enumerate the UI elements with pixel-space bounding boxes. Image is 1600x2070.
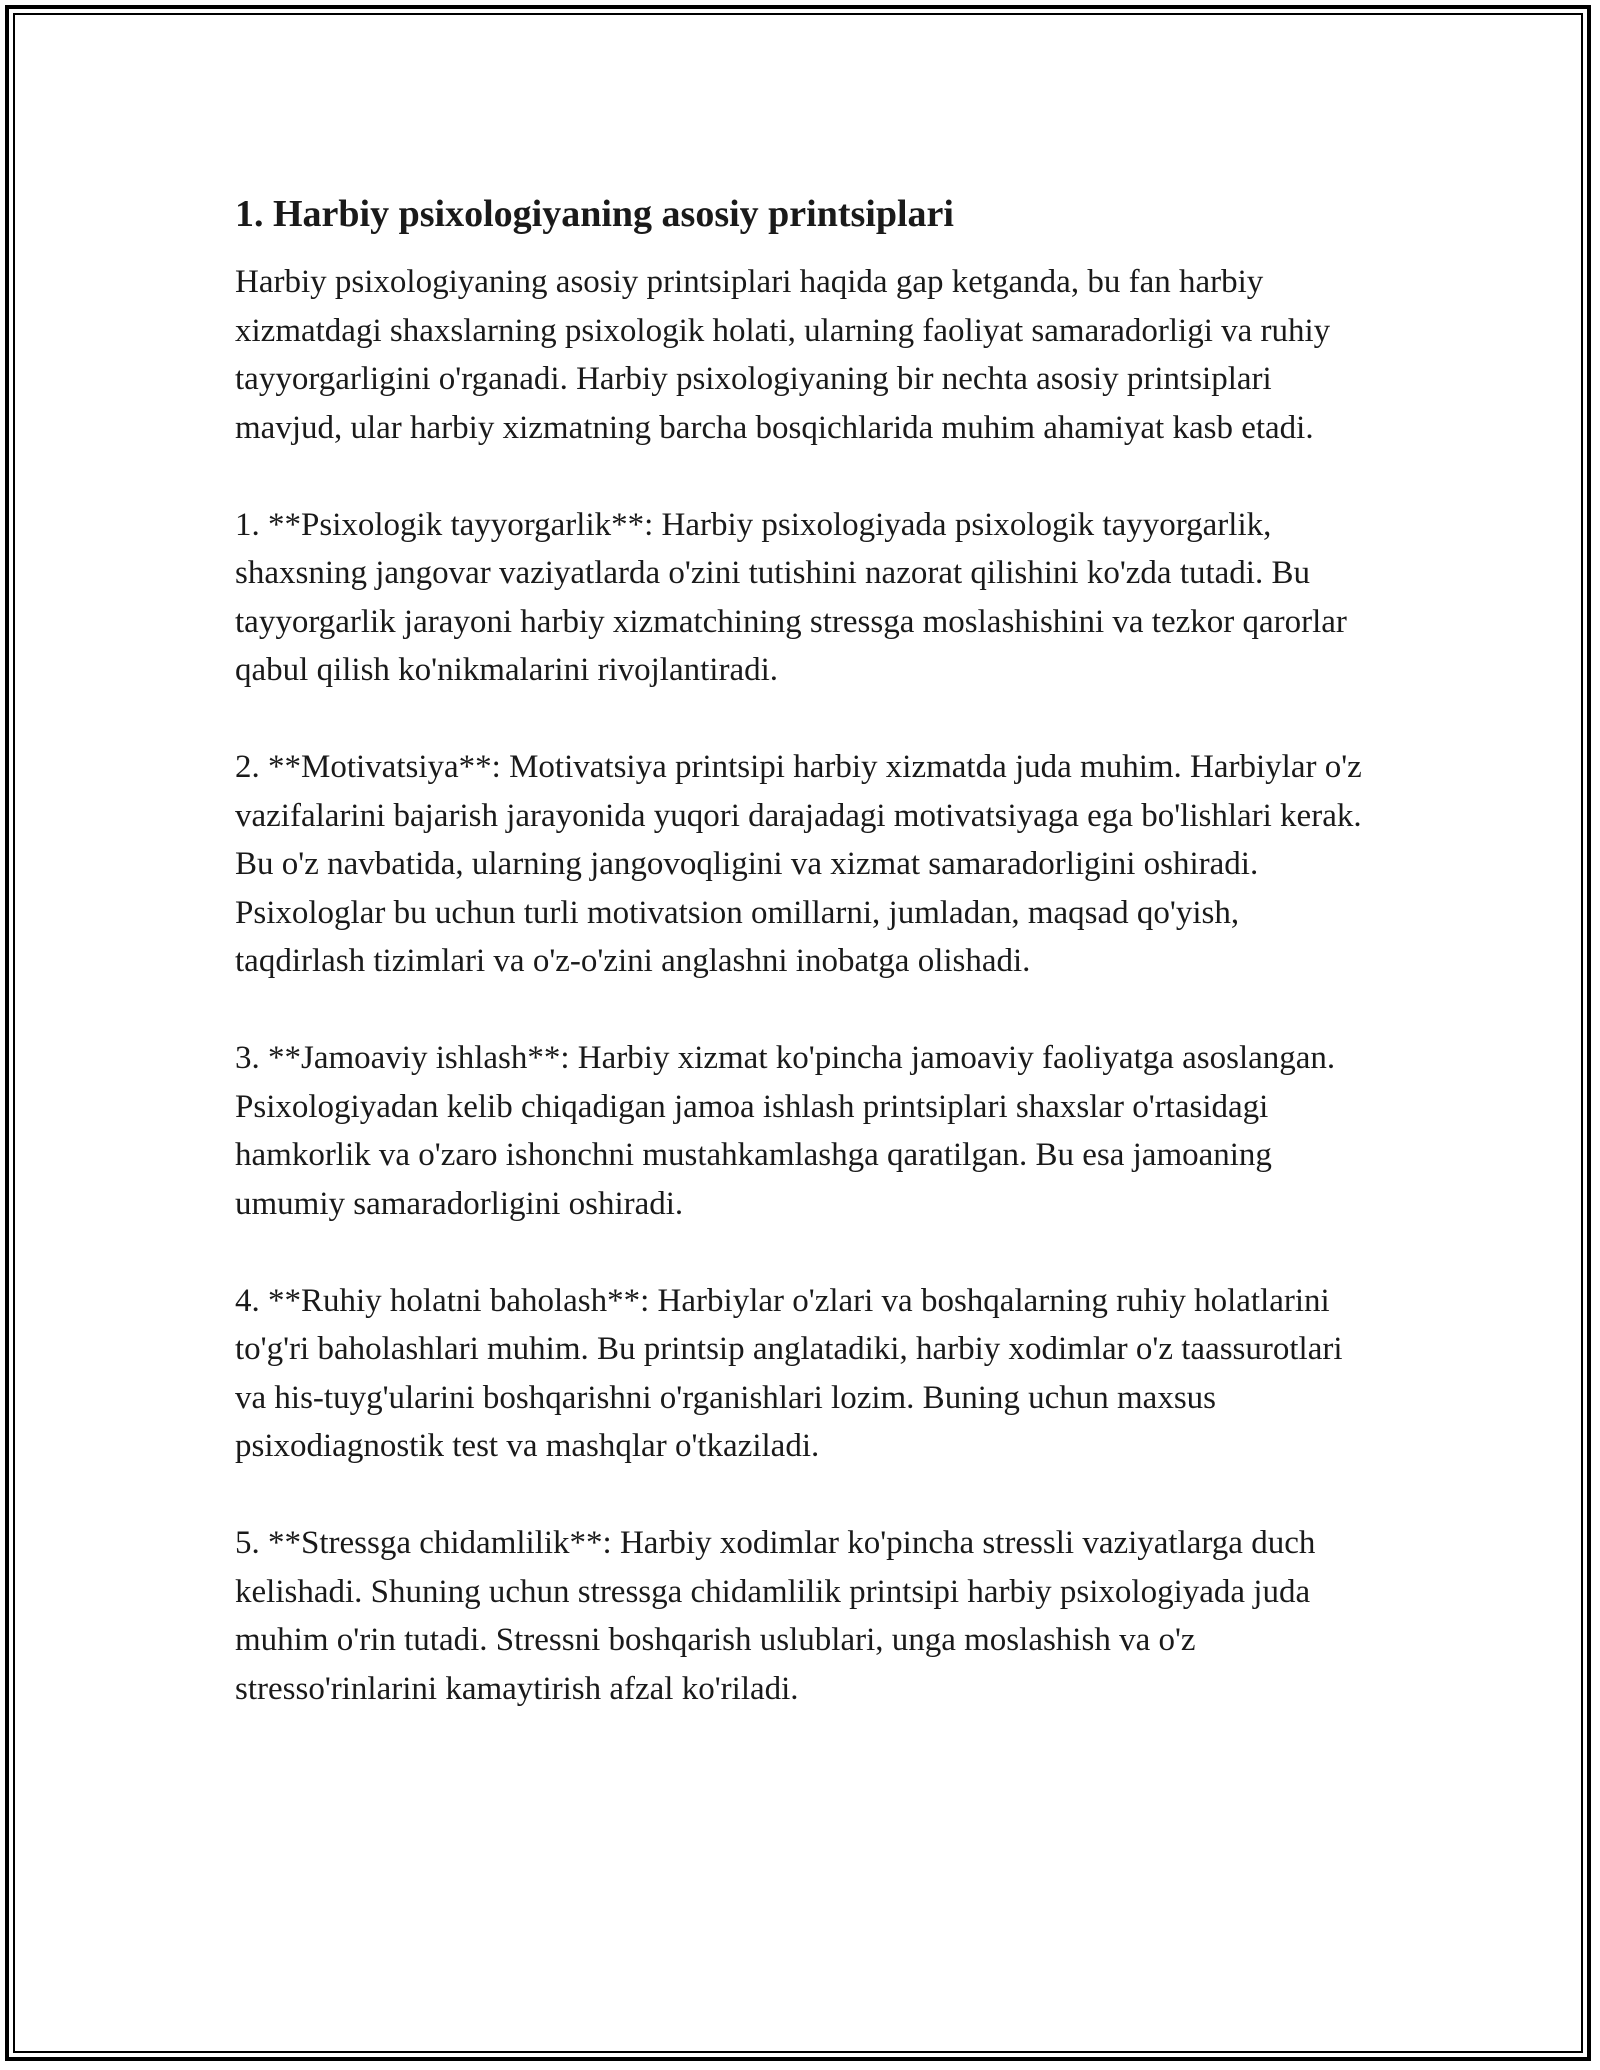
principle-teamwork: 3. **Jamoaviy ishlash**: Harbiy xizmat ko'pincha jamoaviy faoliyatga asoslangan. Psixologiyadan kelib chiqadigan jamoa ishlash printsiplari shaxslar o'rtasidagi hamkorlik va o'zaro ishonchni mustahkamlashga qaratilgan. Bu esa jamoaning umumiy samaradorligini oshiradi. [235, 1040, 1336, 1222]
principle-mental-state-assessment: 4. **Ruhiy holatni baholash**: Harbiylar o'zlari va boshqalarning ruhiy holatlarini to'g'ri baholashlari muhim. Bu printsip anglatadiki, harbiy xodimlar o'z taassurotlari va his-tuyg'ularini boshqarishni o'rganishlari lozim. Buning uchun maxsus psixodiagnostik test va mashqlar o'tkaziladi. [235, 1282, 1343, 1464]
section-heading: 1. Harbiy psixologiyaning asosiy printsiplari [235, 193, 954, 235]
principle-psychological-readiness: 1. **Psixologik tayyorgarlik**: Harbiy psixologiyada psixologik tayyorgarlik, shaxsning jangovar vaziyatlarda o'zini tutishini nazorat qilishini ko'zda tutadi. Bu tayyorgarlik jarayoni harbiy xizmatchining stressga moslashishini va tezkor qarorlar qabul qilish ko'nikmalarini rivojlantiradi. [235, 506, 1347, 688]
intro-paragraph: Harbiy psixologiyaning asosiy printsiplari haqida gap ketganda, bu fan harbiy xizmatdagi shaxslarning psixologik holati, ularning faoliyat samaradorligi va ruhiy tayyorgarligini o'rganadi. Harbiy psixologiyaning bir nechta asosiy printsiplari mavjud, ular harbiy xizmatning barcha bosqichlarida muhim ahamiyat kasb etadi. [235, 264, 1331, 446]
principle-stress-resilience: 5. **Stressga chidamlilik**: Harbiy xodimlar ko'pincha stressli vaziyatlarga duch kelishadi. Shuning uchun stressga chidamlilik printsipi harbiy psixologiyada juda muhim o'rin tutadi. Stressni boshqarish uslublari, unga moslashish va o'z stresso'rinlarini kamaytirish afzal ko'riladi. [235, 1525, 1316, 1707]
principle-motivation: 2. **Motivatsiya**: Motivatsiya printsipi harbiy xizmatda juda muhim. Harbiylar o'z vazifalarini bajarish jarayonida yuqori darajadagi motivatsiyaga ega bo'lishlari kerak. Bu o'z navbatida, ularning jangovoqligini va xizmat samaradorligini oshiradi. Psixologlar bu uchun turli motivatsion omillarni, jumladan, maqsad qo'yish, taqdirlash tizimlari va o'z-o'zini anglashni inobatga olishadi. [235, 749, 1362, 979]
document-body [235, 188, 1370, 1762]
